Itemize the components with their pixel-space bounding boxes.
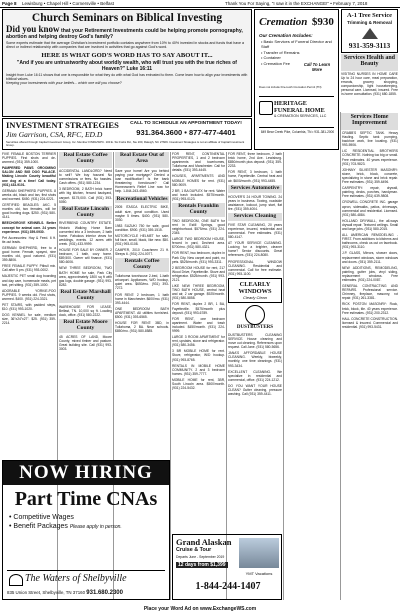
real-estate-coffee-heading: Real Estate Coffee County [59, 152, 112, 168]
list-item: Save your home! Are you behind paying your mortgage? Denied a loan modification? Is the bank threatening foreclosure? Call Homeowner's Relief Line now for help. 1-844-243-4560. [115, 169, 169, 194]
list-item: DOG KENNEL for sale, medium size, 36"x24"x27". $25. (931) 359-2214. [2, 313, 56, 326]
cruise-ymt: YMT Vacations [245, 571, 273, 576]
list-item: JOHNNY SILVESTER MASONRY: stone, brick, block, concrete, specializing in stone and brick repair. Free estimates. (931) 359-6496. [342, 167, 398, 185]
heritage-address: 849 Bear Creek Pike, Columbia, TN • 931-381-2000 [260, 130, 335, 134]
list-item: HOUSE FOR SALE BY OWNER. 2 bedroom, 1 bath, cozy home. $89,500. Owner will finance. (931) 580-6006. [59, 248, 112, 265]
cremation-ad [254, 9, 339, 150]
list-item: ADORABLE YORKIE-POO PUPPIES. 9 weeks old. First shots, wormed. $400. (931) 224-3321. [2, 288, 56, 301]
real-estate-marshall-heading: Real Estate Marshall County [60, 288, 111, 301]
list-item: LARGE 3 ROOM APARTMENT for rent, upstairs, stove and refrigerator. (931) 580-3456. [172, 335, 225, 348]
column-real-estate [59, 169, 112, 458]
services-health-text [341, 72, 398, 112]
tree-line-1: A-1 Tree Service [346, 12, 393, 19]
list-item: J.P. GLASS, Mirrors, shower doors, replacement windows, storm windows and doors. (931) 359-2111. [342, 251, 398, 264]
cremation-item: • Basic Services of Funeral Director and Staff [261, 39, 332, 50]
list-item: PAMPERED PAWS GROOMING SALON AND BIG DOG PALACE. Making Lincoln County beautiful one dog at a time! Call today. (931) 433-9101. [2, 166, 56, 187]
paper-name: Lewisburg • Chapel Hill • Cornersville • Belfast [22, 1, 115, 6]
rentals-franklin-heading: Rentals Franklin County [172, 203, 225, 217]
list-item: MOBILE HOME for rent, 3BR, South Lincoln area. $500/month. (931) 224-5432. [172, 377, 225, 391]
services-health-heading: Services Health and Beauty [341, 54, 398, 71]
page-footer: Place your Word Ad on www.ExchangeWS.com [143, 606, 257, 612]
church-lead-rest: that your Retirement Investments could be helping promote pornography, abortion and helping destroy God's family? [6, 28, 243, 40]
list-item: RENTALS IN MOBILE HOME COMMUNITY. 2 and 3 bedroom homes. (931) 359-7777. [172, 363, 225, 376]
list-item: FOR RENT, three bedroom, 2 bath brick home, 2nd Ave. Lewisburg. $850/month plus deposit. (931) 359-2233. [228, 152, 282, 169]
hiring-contact [7, 590, 165, 596]
page-number: Page 8 [2, 1, 17, 6]
list-item: Tullahoma townhouse 2-bed, 1-bath w/carport. Appliances, W/D hookup, quiet area. $650/mo. (931) 393-7272. [115, 274, 169, 291]
cruise-sub: Cruise & Tour [176, 547, 212, 553]
list-item: NEW ADDITIONS, REMODELING, painting, gutter jobs, vinyl siding, replacement windows. Free estimates. (931) 224-0087. [342, 265, 398, 282]
investment-title: INVESTMENT STRATEGIES [6, 120, 119, 130]
column-services [228, 152, 282, 600]
investment-phone: 931.364.3600 • 877-477-4401 [136, 128, 236, 137]
list-item: HOOVER'S 24 HOUR TOWING. 24 years in business. Towing, roadside assistance, lockout, jump start, flat tire. (931) 359-4004. [228, 194, 282, 211]
hiring-addr: 835 Union Street, Shelbyville, TN 37160 [7, 590, 86, 595]
list-item: TWO BEDROOM, ONE BATH for rent in Estill Springs, good neighborhood. $575/mo. (931) 224-2345. [172, 218, 225, 236]
list-item: LIKE NEW THREE BEDROOM, TWO BATH HOUSE, central heat and air, 2 car garage. $925/month. (931) 580-5858. [172, 284, 225, 301]
waters-logo-icon [9, 574, 23, 586]
column-recreation [115, 169, 169, 458]
list-item: CROWELL CONCRETE INC. garage apron, sidewalks, patios, driveways, commercial and residential. Licensed. (931) 580-4884. [342, 200, 398, 217]
list-item: 2005 ITASCA ELECTRIC BIKE, adult size, great condition. Used maybe 5 times. $400. (931) 580-3030. [115, 205, 169, 222]
rentals-coffee-heading: Rentals Coffee County [115, 258, 169, 272]
church-title: Church Seminars on Biblical Investing [31, 12, 223, 24]
investment-name: Jim Garrison, CSA, RFC, ED.D [6, 130, 103, 139]
list-item: 2 BEDROOM HOUSE for rent, 217 Wood Drive, Fayetteville. Stove and refrigerator. $525/month. (931) 993-2121. [172, 265, 225, 282]
list-item: CAMPER, 2010 Coachmen 21 ft. Sleeps 6. (931) 224-0077. [115, 248, 169, 257]
heritage-name-2: & CREMATION SERVICES, LLC [274, 114, 327, 118]
list-item: NEW THREE BEDROOM, TWO BATH HOME for sale, Park City area, approximately 1800 sq ft with gas logs, double garage. (931) 993-8282. [59, 266, 112, 287]
dustbusters-ad [228, 305, 282, 331]
list-item: GERMAN SHEPHERD, free to a good home. Female, spayed, nine months old, good natured. (931) 359-8806. [2, 245, 56, 263]
list-item: DO YOU WANT YOUR HOUSE CLEAN? Gutter cleaning, pressure washing. Call (931) 359-4411. [228, 383, 282, 397]
list-item: FIVE FEMALE BOSTON TERRIER PUPPIES. First shots and de-wormed. (931) 359-1000. [2, 152, 56, 165]
list-item: HOLLAND DRYWALL, the all-ways drywall repair. Textured ceilings. Small and large jobs. (931) 580-2015. [342, 218, 398, 231]
cremation-call: Call To Learn More [303, 62, 331, 72]
tree-line-2: Trimming & Removal [347, 19, 392, 25]
heritage-logo-icon [259, 101, 273, 115]
real-estate-lincoln-heading: Real Estate Lincoln County [59, 206, 112, 220]
list-item: 2 BR, 1 BA DUPLEX for rent. Water and trash included. $575/month. (931) 993-0123. [172, 188, 225, 201]
hiring-company-block [7, 570, 165, 585]
tree-icon [362, 28, 378, 39]
clearly-windows-name: CLEARLY WINDOWS [238, 280, 272, 295]
hiring-banner: NOW HIRING [3, 461, 169, 485]
list-item: FOR RENT: 2 bedroom, 1 bath home in Manchester. $600/mo. (931) 393-4444. [115, 292, 169, 305]
list-item: GERMAN SHEPHERD PUPPIES. 8 weeks old, black and tan, first shots and wormed. $450. (931) 224-0221. [2, 188, 56, 201]
church-insight: Insight from Luke 16:11 shows that one is responsible for what they do with what God has entrusted to them. Come learn how to align your investments with biblical values. [6, 72, 248, 82]
hiring-title: Part Time CNAs [14, 488, 158, 510]
list-item: JANA'S AFFORDABLE HOUSE CLEANING. Weekly, biweekly, monthly, one time cleanings. (931) 993-3434. [228, 351, 282, 368]
church-lead-block [6, 26, 248, 40]
list-item: 3 BEDROOM, 2 BATH brick home with big kitchen, fenced backyard, carport. $175,000. Call (931) 393-5050. [59, 187, 112, 204]
clearly-windows-ad [228, 278, 282, 303]
tree-service-ad [341, 9, 398, 53]
list-item: 1983 SUZUKI 750 for sale, good condition. $900. (931) 359-1515. [115, 223, 169, 232]
hiring-bullets [3, 513, 169, 532]
cremation-item: • Container [261, 55, 281, 61]
list-item: PET STAIRS, with padded steps, $10. (931) 993-1020. [2, 303, 56, 312]
cremation-fine: Does not include Fire-tooth Cremation Permit (TN) [259, 85, 322, 90]
cruise-phone: 1-844-244-1407 [195, 581, 261, 592]
hiring-bullet: • Benefit Packages Please apply in person. [9, 523, 122, 530]
church-lead: Did you know [6, 24, 60, 34]
column-rule [340, 112, 341, 600]
list-item: FREE FEMALE PUPPY. Pitbull mix. Call after 5 pm. (931) 993-0002. [2, 264, 56, 273]
list-item: FOR RENT, duplex 2 BR, 1 BA, Fayetteville. $575/month plus deposit. (931) 993-6789. [172, 302, 225, 315]
ship-image [239, 538, 279, 568]
column-rentals [172, 152, 225, 532]
list-item: 3 BR MOBILE HOME for rent. Stove, refrigerator, W/D hookup. (931) 993-8765. [172, 349, 225, 362]
list-item: CERTIFIED BEAGLES: AKC. 5 months old, two females, will be good hunting dogs. $250. (931) 580-4141. [2, 203, 56, 220]
heritage-name: HERITAGE FUNERAL HOME [274, 100, 325, 114]
list-item: FOR RENT, 3 bedroom, 1 bath home, Fayetteville. Central heat and air. $600/month. (931) 993-4455. [228, 170, 282, 183]
list-item: FIVE STAR CLEANING, 20 years experience, insured, residential and commercial. Free estimates. (931) 580-4147. [228, 222, 282, 240]
list-item: GENERAL CONTRACTING AND REPAIRS. Professional service. Chimney, fireplace, masonry, rot repair. (931) 261-3381. [342, 284, 398, 301]
list-item: CARPENTRY: repair, drywall, painting, decks, porches, handyman. Free estimates. (931) 639-9808. [342, 186, 398, 199]
investment-ad [2, 118, 252, 150]
page-header [0, 0, 400, 8]
real-estate-out-heading: Real Estate Out of Area [115, 152, 169, 168]
cremation-item: • Transfer of Remains [261, 49, 300, 55]
now-hiring-ad [2, 460, 170, 600]
list-item: FOR RENT, CONTINENTAL PROPERTIES, 1 and 2 bedroom apartments and townhomes, Tullahoma and Manchester. Call for details. (931) 393-4445. [172, 152, 225, 173]
cremation-heading [255, 12, 338, 30]
heritage-block [259, 96, 334, 128]
list-item: MOTORCYCLE HELMET for sale, full face, small, black, like new. $50. (931) 993-0108. [115, 233, 169, 247]
cruise-title: Grand Alaskan [176, 537, 232, 547]
dustbusters-name: DUSTBUSTERS [236, 324, 274, 330]
list-item: ONE BEDROOM BATH APARTMENT. All utilities furnished. $500. (931) 393-6565. [115, 306, 169, 320]
cruise-ad [172, 534, 282, 600]
list-item: HOUSE FOR RENT: 3BD, in Tullahoma, 2 BA. Near schools. $850/mo. (931) 580-8585. [115, 321, 169, 334]
clearly-windows-tag: Clearly Clean [242, 294, 267, 300]
list-item: RICK POSTON MASONRY: Rock, brick, block, tile. 40 years experience. Free estimates. (931) 200-2312. [342, 302, 398, 315]
list-item: EXCELLENT CLEANING. We specialize in residential and commercial, office. (931) 224-1212. [228, 369, 282, 382]
column-rule [226, 152, 227, 600]
column-rule [283, 152, 284, 600]
list-item: HOUSES, APARTMENTS AND MOBILE HOMES for rent. (931) 580-9009. [172, 174, 225, 187]
cremation-item: • Cremation Fee [261, 60, 290, 66]
list-item: BEECHGROVE KENNELS. Better concept for animal care. 24 years experience. (931) 359-0930. [2, 221, 56, 234]
list-item: FOR RENT, one bedroom apartment. Water and trash included. $450/month. (931) 224-9999. [172, 316, 225, 333]
hiring-company: The Waters of Shelbyville [25, 573, 127, 584]
cremation-price: $930 [311, 16, 334, 28]
church-small: Keeping your investments with your beliefs... which one will you choose? [6, 81, 122, 86]
investment-appt: CALL TO SCHEDULE AN APPOINTMENT TODAY! [130, 121, 242, 126]
services-automotive-heading: Services Automotive [228, 185, 282, 193]
church-seminar-ad [2, 9, 252, 117]
list-item: WAREHOUSE FOR LEASE, Belfast, TN. 10,000 sq ft. Loading dock, office. (931) 580-2222. [59, 304, 112, 317]
header-tagline: Thank You For Saying, "I saw it in the EXCHANGE!" • February 7, 2018 [225, 1, 368, 6]
dust-logo-icon [245, 305, 265, 325]
hiring-phone: 931.680.2300 [86, 590, 123, 596]
list-item: LARGE TWO BEDROOM HOUSE, fenced in yard, Decherd area. $700/mo. (931) 580-4321. [172, 237, 225, 250]
hiring-apply: Please apply in person. [69, 524, 122, 530]
church-body: Some experts estimate that the average Christian's investment portfolio contains anywhere from 10% to 40% invested in stocks and funds that have a direct or indirect relationship with companies that are involved in activities that go against God's word. [6, 41, 245, 50]
list-item: Pet Accessories: Hay & Feed. 6 ft. tie-out leads. [2, 235, 56, 244]
list-item: DUSTBUSTERS CLEANING SERVICE. House cleaning and move out cleaning. References upon request. Call Jane. (931) 580-5656. [228, 332, 282, 350]
list-item: PROFESSIONAL WINDOW CLEANING. Residential and commercial. Call for free estimate. (931) 993-1100. [228, 259, 282, 276]
list-item: AT YOUR SERVICE CLEANING. Looking for a brighter, cleaner home? Senior discounts. Great references. (931) 224-8080. [228, 241, 282, 258]
cremation-includes: Our Cremation Includes: [259, 33, 313, 38]
list-item: ACCIDENTAL LANDLORD? Need to sell? We buy houses! No commissions or fees. No hassles. Cash offers. (931) 580-1234. [59, 169, 112, 186]
cruise-when: Departs June - September 2019 [176, 555, 225, 559]
hiring-bullet: • Competitive Wages [9, 514, 74, 521]
list-item: MAJESTIC PET small dog boarding and day care, homemade meals, pet taxi, pet sitting. (931) 359-1000. [2, 274, 56, 287]
investment-fine: Securities offered through Capital Investment Group, Inc. Member FINRA/SIPC. 100 E. Six Forks Rd., Ste 200, Raleigh, NC 27609. Investment Strategies is not an affiliate of Capital Investment Group. [6, 140, 245, 148]
column-rule [170, 152, 171, 600]
list-item: CRABB'S SEPTIC TANK. Heavy Hauling. Septic tank pumping, backhoe work, line locating. (931) 993-5906. [342, 131, 398, 148]
tree-phone: 931-359-3113 [348, 40, 391, 50]
list-item: FOR RENT, two bedroom, duplex in Park City. New carpet and paint, no pets. $525/month. (931) 993-3311. [172, 251, 225, 264]
list-item: 45 ACRES OF LAND, Moore County, mixed timber and pasture. Great building site. Call (931) 993-3003. [59, 334, 112, 351]
list-item: ALL AMERICAN REMODELING - FIRST. From additions to kitchens and bathrooms, check us out on facebook. (931) 993-3110. [342, 233, 398, 250]
church-verse: "And if you are untrustworthy about worldly wealth, who will trust you with the true riches of Heaven?" Luke 16:11 [17, 59, 237, 72]
cruise-days: 12 days from $1,399 [178, 562, 226, 568]
list-item: RIVERBEND COUNTRY ESTATE. Historic Walking Horse Barn converted into a 3 bedroom, 2 bath home. Fabulous interior views for weddings, events. 12 acres with creek. (931) 433-9999. [59, 221, 112, 246]
list-item: LIC RESIDENTIAL BROTHERS CONCRETE. Nothing too big or small. Free estimates. 40 years experience. (931) 703-9823. [342, 149, 398, 166]
church-hear: HERE IS WHAT GOD'S WORD HAS TO SAY ABOUT IT... [41, 51, 213, 59]
cremation-title: Cremation [259, 16, 308, 28]
list-item: HALL CONCRETE CONSTRUCTION. licensed & insured. Commercial and residential. (931) 993-5431. [342, 316, 398, 329]
column-home-improvement [342, 131, 398, 600]
real-estate-moore-heading: Real Estate Moore County [59, 319, 112, 333]
services-home-heading: Services Home Improvement [341, 113, 398, 130]
services-cleaning-heading: Services Cleaning [228, 213, 282, 221]
column-pets [2, 152, 56, 458]
recreational-vehicles-heading: Recreational Vehicles [116, 195, 168, 202]
list-item: VISITING NURSES IN HOME CARE Up to 24 hour care, meal preparation, errands, grocery shopping, companionship, light housekeeping, personal care. Licensed, insured. Free in-home consultation. (931) 680-1855. [341, 72, 398, 97]
